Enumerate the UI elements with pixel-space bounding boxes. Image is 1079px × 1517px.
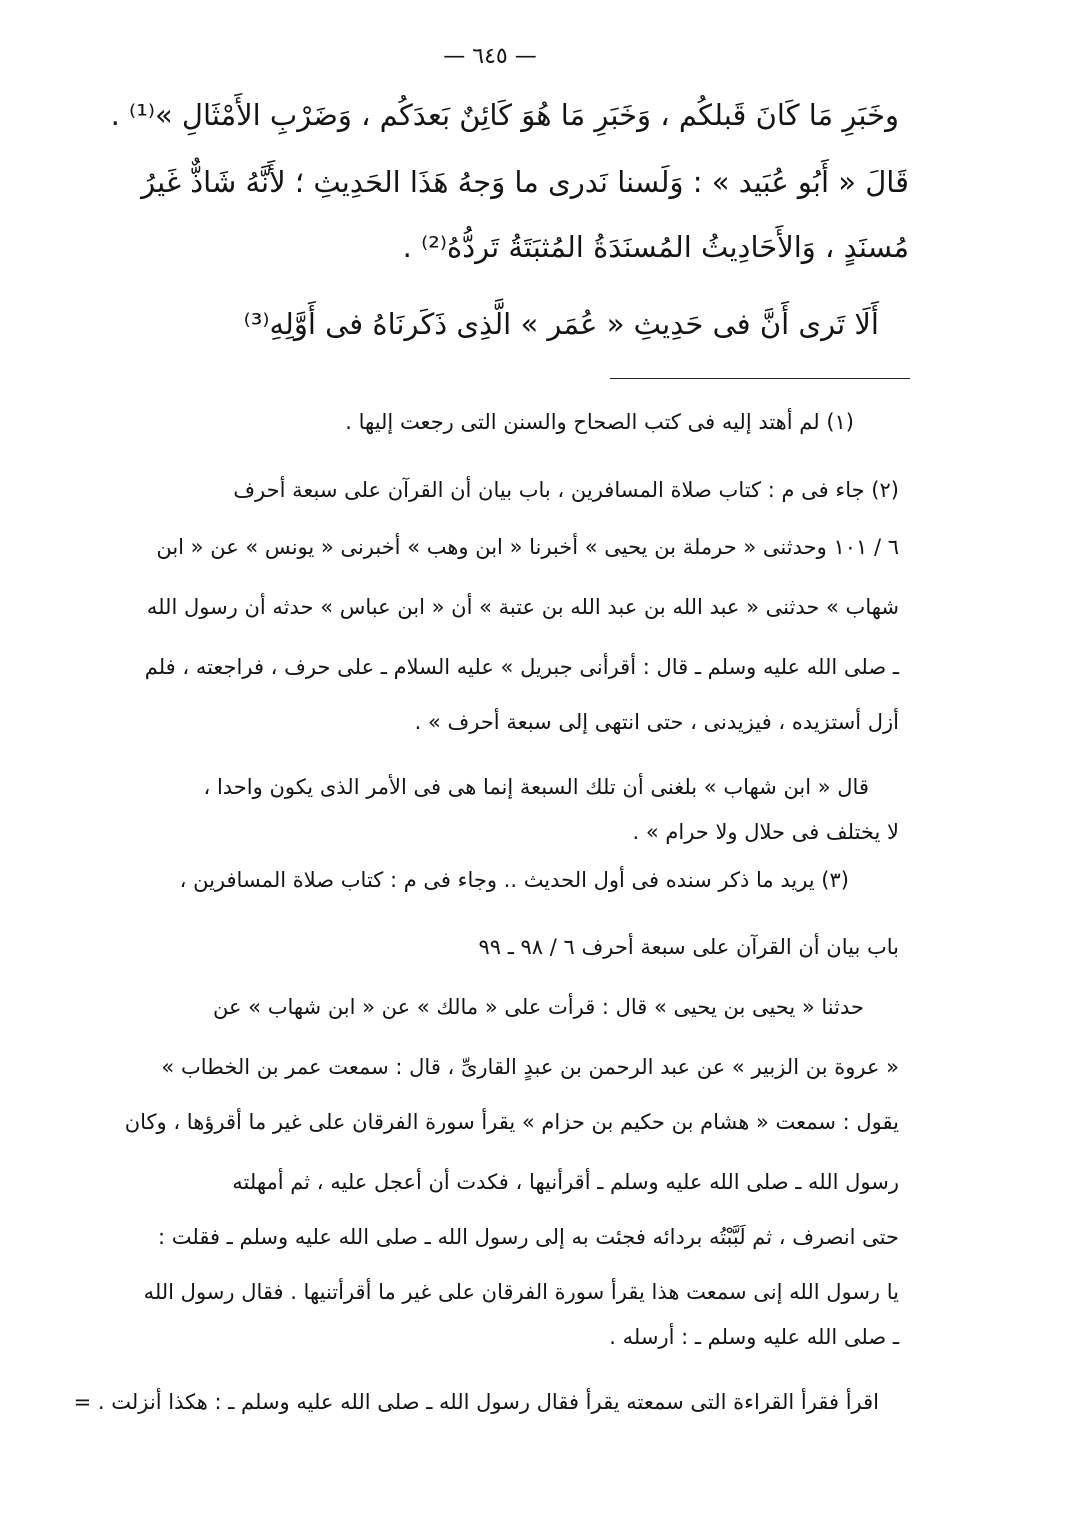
footnote-line: اقرأ فقرأ القراءة التى سمعته يقرأ فقال رسول الله ـ صلى الله عليه وسلم ـ : هكذا أنزلت . = bbox=[73, 1390, 879, 1414]
footnote-line: (٣) يريد ما ذكر سنده فى أول الحديث .. وجاء فى م : كتاب صلاة المسافرين ، bbox=[179, 868, 849, 892]
footnote-line: يقول : سمعت « هشام بن حكيم بن حزام » يقرأ سورة الفرقان على غير ما أقرؤها ، وكان bbox=[124, 1110, 899, 1134]
footnote-line: قال « ابن شهاب » بلغنى أن تلك السبعة إنما هى فى الأمر الذى يكون واحدا ، bbox=[203, 775, 869, 799]
footnote-line: (٢) جاء فى م : كتاب صلاة المسافرين ، باب بيان أن القرآن على سبعة أحرف bbox=[233, 478, 899, 502]
footnote-line: ٦ / ١٠١ وحدثنى « حرملة بن يحيى » أخبرنا « ابن وهب » أخبرنى « يونس » عن « ابن bbox=[156, 535, 899, 559]
footnote-line: باب بيان أن القرآن على سبعة أحرف ٦ / ٩٨ ـ ٩٩ bbox=[478, 935, 899, 959]
footnote-line: حتى انصرف ، ثم لَبَّبْتُه بردائه فجئت به إلى رسول الله ـ صلى الله عليه وسلم ـ فقلت : bbox=[158, 1225, 899, 1249]
footnote-line: رسول الله ـ صلى الله عليه وسلم ـ أقرأنيها ، فكدت أن أعجل عليه ، ثم أمهلته bbox=[232, 1170, 899, 1194]
footnote-line: شهاب » حدثنى « عبد الله بن عبد الله بن عتبة » أن « ابن عباس » حدثه أن رسول الله bbox=[146, 595, 899, 619]
footnote-line: ـ صلى الله عليه وسلم ـ قال : أقرأنى جبريل » عليه السلام ـ على حرف ، فراجعته ، فلم bbox=[144, 655, 899, 679]
footnote-divider bbox=[610, 378, 910, 379]
main-text-line: وخَبَرِ مَا كَانَ قَبلكُم ، وَخَبَرِ مَا هُوَ كَائِنٌ بَعدَكُم ، وَضَرْبِ الأَمْثَالِ »⁽¹⁾ . bbox=[110, 98, 899, 132]
footnote-line: يا رسول الله إنى سمعت هذا يقرأ سورة الفرقان على غير ما أقرأتنيها . فقال رسول الله bbox=[143, 1280, 899, 1304]
footnote-line: « عروة بن الزبير » عن عبد الرحمن بن عبدٍ القارىِّ ، قال : سمعت عمر بن الخطاب » bbox=[161, 1055, 899, 1079]
main-text-line: أَلَا تَرى أَنَّ فى حَدِيثِ « عُمَر » الَّذِى ذَكَرنَاهُ فى أَوَّلِهِ⁽³⁾ bbox=[243, 307, 879, 341]
footnote-line: حدثنا « يحيى بن يحيى » قال : قرأت على « مالك » عن « ابن شهاب » عن bbox=[212, 995, 864, 1019]
main-text-line: مُسنَدٍ ، وَالأَحَادِيثُ المُسنَدَةُ المُثبَتَةُ تَردُّهُ⁽²⁾ . bbox=[402, 230, 909, 264]
main-text-line: قَالَ « أَبُو عُبَيد » : وَلَسنا نَدرى ما وَجهُ هَذَا الحَدِيثِ ؛ لأَنَّهُ شَاذٌّ غَيرُ bbox=[141, 165, 909, 199]
footnote-line: ـ صلى الله عليه وسلم ـ : أرسله . bbox=[609, 1325, 899, 1349]
footnote-line: (١) لم أهتد إليه فى كتب الصحاح والسنن التى رجعت إليها . bbox=[345, 410, 854, 434]
footnote-line: لا يختلف فى حلال ولا حرام » . bbox=[632, 820, 899, 844]
page-number: — ٦٤٥ — bbox=[443, 44, 537, 69]
footnote-line: أزل أستزيده ، فيزيدنى ، حتى انتهى إلى سبعة أحرف » . bbox=[414, 710, 899, 734]
